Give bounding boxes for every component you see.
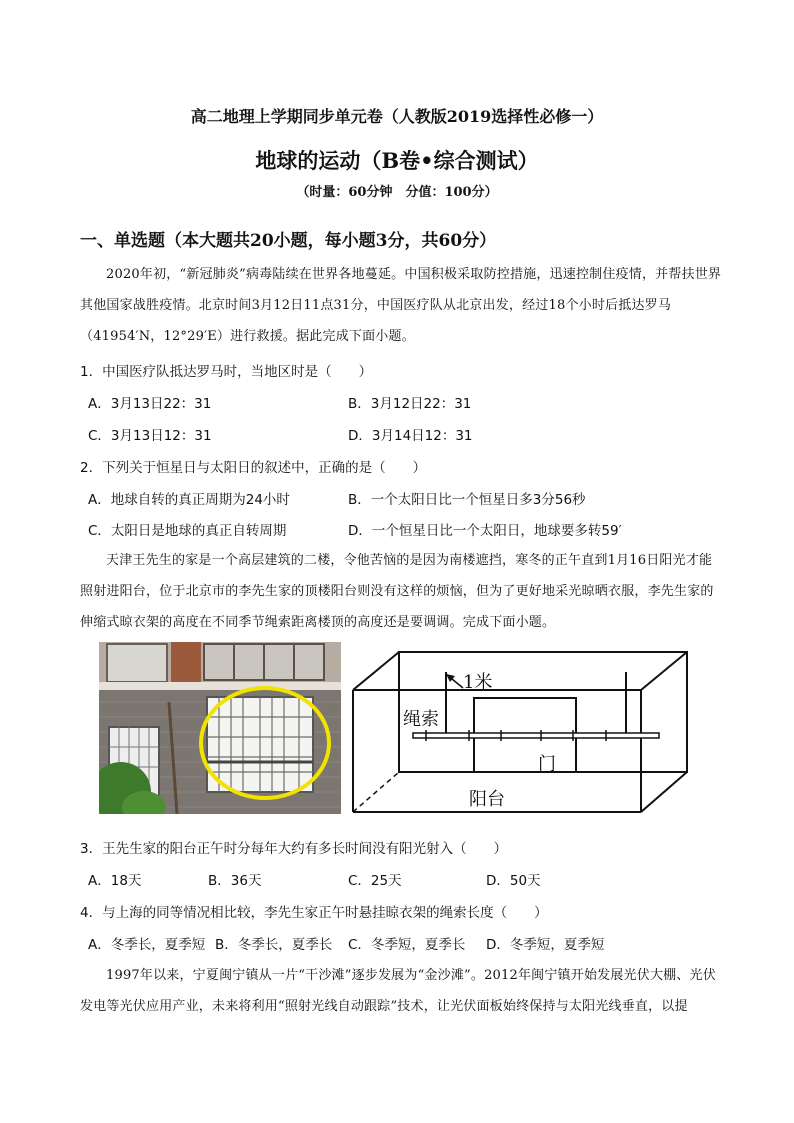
exam-meta: （时量：60分钟 分值：100分） (296, 185, 498, 200)
q4-option-b: B．冬季长，夏季长 (215, 937, 333, 953)
building-photo (99, 642, 341, 814)
label-one-meter: 1米 (463, 672, 493, 693)
q3-option-c: C．25天 (348, 873, 402, 889)
passage-2: 天津王先生的家是一个高层建筑的二楼，令他苦恼的是因为南楼遮挡，寒冬的正午直到1月16日阳光才能照射进阳台，位于北京市的李先生家的顶楼阳台则没有这样的烦恼，但为了更好地采光晾晒衣服，李先生家的伸缩式晾衣架的高度在不同季节绳索距离楼顶的高度还是要调调。完成下面小题。 (80, 553, 714, 630)
q3-option-b: B．36天 (208, 873, 262, 889)
q1-option-a: A．3月13日22：31 (88, 396, 212, 412)
question-1-stem: 1．中国医疗队抵达罗马时，当地区时是（ ） (80, 364, 373, 380)
label-balcony: 阳台 (469, 789, 505, 810)
passage-3: 1997年以来，宁夏闽宁镇从一片“干沙滩”逐步发展为“金沙滩”。2012年闽宁镇开始发展光伏大棚、光伏发电等光伏应用产业，未来将利用“照射光线自动跟踪”技术，让光伏面板始终保持与太阳光线垂直，以提 (80, 968, 716, 1014)
q2-option-d: D．一个恒星日比一个太阳日，地球要多转59′ (348, 523, 622, 539)
q2-option-a: A．地球自转的真正周期为24小时 (88, 492, 290, 508)
question-2-stem: 2．下列关于恒星日与太阳日的叙述中，正确的是（ ） (80, 460, 427, 476)
label-door: 门 (538, 754, 556, 775)
q2-option-c: C．太阳日是地球的真正自转周期 (88, 523, 287, 539)
q2-option-b: B．一个太阳日比一个恒星日多3分56秒 (348, 492, 586, 508)
q4-option-d: D．冬季短，夏季短 (486, 937, 605, 953)
page-title: 高二地理上学期同步单元卷（人教版2019选择性必修一） (190, 107, 604, 126)
q4-option-a: A．冬季长，夏季短 (88, 937, 206, 953)
page-subtitle: 地球的运动（B卷•综合测试） (255, 148, 539, 173)
q4-option-c: C．冬季短，夏季长 (348, 937, 466, 953)
question-3-stem: 3．王先生家的阳台正午时分每年大约有多长时间没有阳光射入（ ） (80, 841, 508, 857)
passage-1: 2020年初，“新冠肺炎”病毒陆续在世界各地蔓延。中国积极采取防控措施，迅速控制住疫情，并帮扶世界其他国家战胜疫情。北京时间3月12日11点31分，中国医疗队从北京出发，经过18个小时后抵达罗马（41954′N，12°29′E）进行救援。据此完成下面小题。 (80, 267, 722, 344)
question-4-stem: 4．与上海的同等情况相比较，李先生家正午时悬挂晾衣架的绳索长度（ ） (80, 905, 548, 921)
label-rope: 绳索 (403, 709, 439, 730)
q1-option-c: C．3月13日12：31 (88, 428, 212, 444)
q1-option-d: D．3月14日12：31 (348, 428, 473, 444)
balcony-diagram (351, 642, 696, 820)
q3-option-a: A．18天 (88, 873, 142, 889)
q3-option-d: D．50天 (486, 873, 541, 889)
section-heading: 一、单选题（本大题共20小题，每小题3分，共60分） (80, 231, 497, 251)
q1-option-b: B．3月12日22：31 (348, 396, 472, 412)
